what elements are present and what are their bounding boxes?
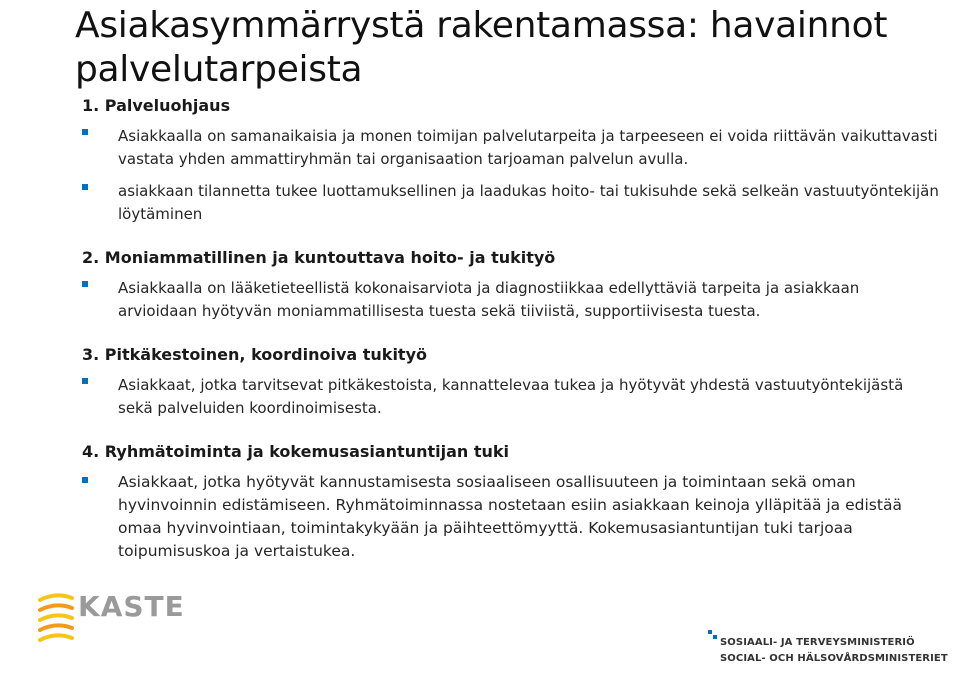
bullet-marker-icon <box>82 184 88 190</box>
bullet-text: Asiakkaat, jotka tarvitsevat pitkäkestoista, kannattelevaa tukea ja hyötyvät yhdestä vastuutyöntekijästä sekä palveluiden koordinoimisesta. <box>118 376 904 417</box>
bullet-item <box>82 180 942 226</box>
bullet-marker-icon <box>82 281 88 287</box>
bullet-text: Asiakkaat, jotka hyötyvät kannustamisesta sosiaaliseen osallisuuteen ja toimintaan sekä oman hyvinvoinnin edistämiseen. Ryhmätoiminnassa nostetaan esiin asiakkaan keinoja ylläpitää ja edistää omaa hyvinvointiaan, toimintakykyään ja päihteettömyyttä. Kokemusasiantuntijan tuki tarjoaa toipumisuskoa ja vertaistukea. <box>118 473 902 560</box>
bullet-item <box>82 277 942 323</box>
bullet-marker-icon <box>82 378 88 384</box>
bullet-marker-icon <box>82 129 88 135</box>
ministry-name-sv: SOCIAL- OCH HÄLSOVÅRDSMINISTERIET <box>720 653 948 664</box>
section-heading-2: 2. Moniammatillinen ja kuntouttava hoito- ja tukityö <box>82 248 556 267</box>
kaste-wordmark: KASTE <box>78 590 185 623</box>
bullet-text: asiakkaan tilannetta tukee luottamuksellinen ja laadukas hoito- tai tukisuhde sekä selkeän vastuutyöntekijän löytäminen <box>118 182 939 223</box>
section-heading-3: 3. Pitkäkestoinen, koordinoiva tukityö <box>82 345 427 364</box>
ministry-mark-icon <box>708 630 718 640</box>
ministry-name-fi: SOSIAALI- JA TERVEYSMINISTERIÖ <box>720 637 915 648</box>
slide-content <box>82 96 942 572</box>
slide-title: Asiakasymmärrystä rakentamassa: havainnot palvelutarpeista <box>75 5 888 90</box>
bullet-marker-icon <box>82 477 88 483</box>
bullet-item <box>82 471 942 563</box>
bullet-text: Asiakkaalla on samanaikaisia ja monen toimijan palvelutarpeita ja tarpeeseen ei voida riittävän vaikuttavasti vastata yhden ammattiryhmän tai organisaation tarjoaman palvelun avulla. <box>118 127 938 168</box>
section-heading-1: 1. Palveluohjaus <box>82 96 231 115</box>
bullet-item <box>82 374 942 420</box>
bullet-item <box>82 125 942 171</box>
bullet-text: Asiakkaalla on lääketieteellistä kokonaisarviota ja diagnostiikkaa edellyttäviä tarpeita ja asiakkaan arvioidaan hyötyvän moniammatillisesta tuesta sekä tiiviistä, supportiivisesta tuesta. <box>118 279 860 320</box>
section-heading-4: 4. Ryhmätoiminta ja kokemusasiantuntijan tuki <box>82 442 510 461</box>
